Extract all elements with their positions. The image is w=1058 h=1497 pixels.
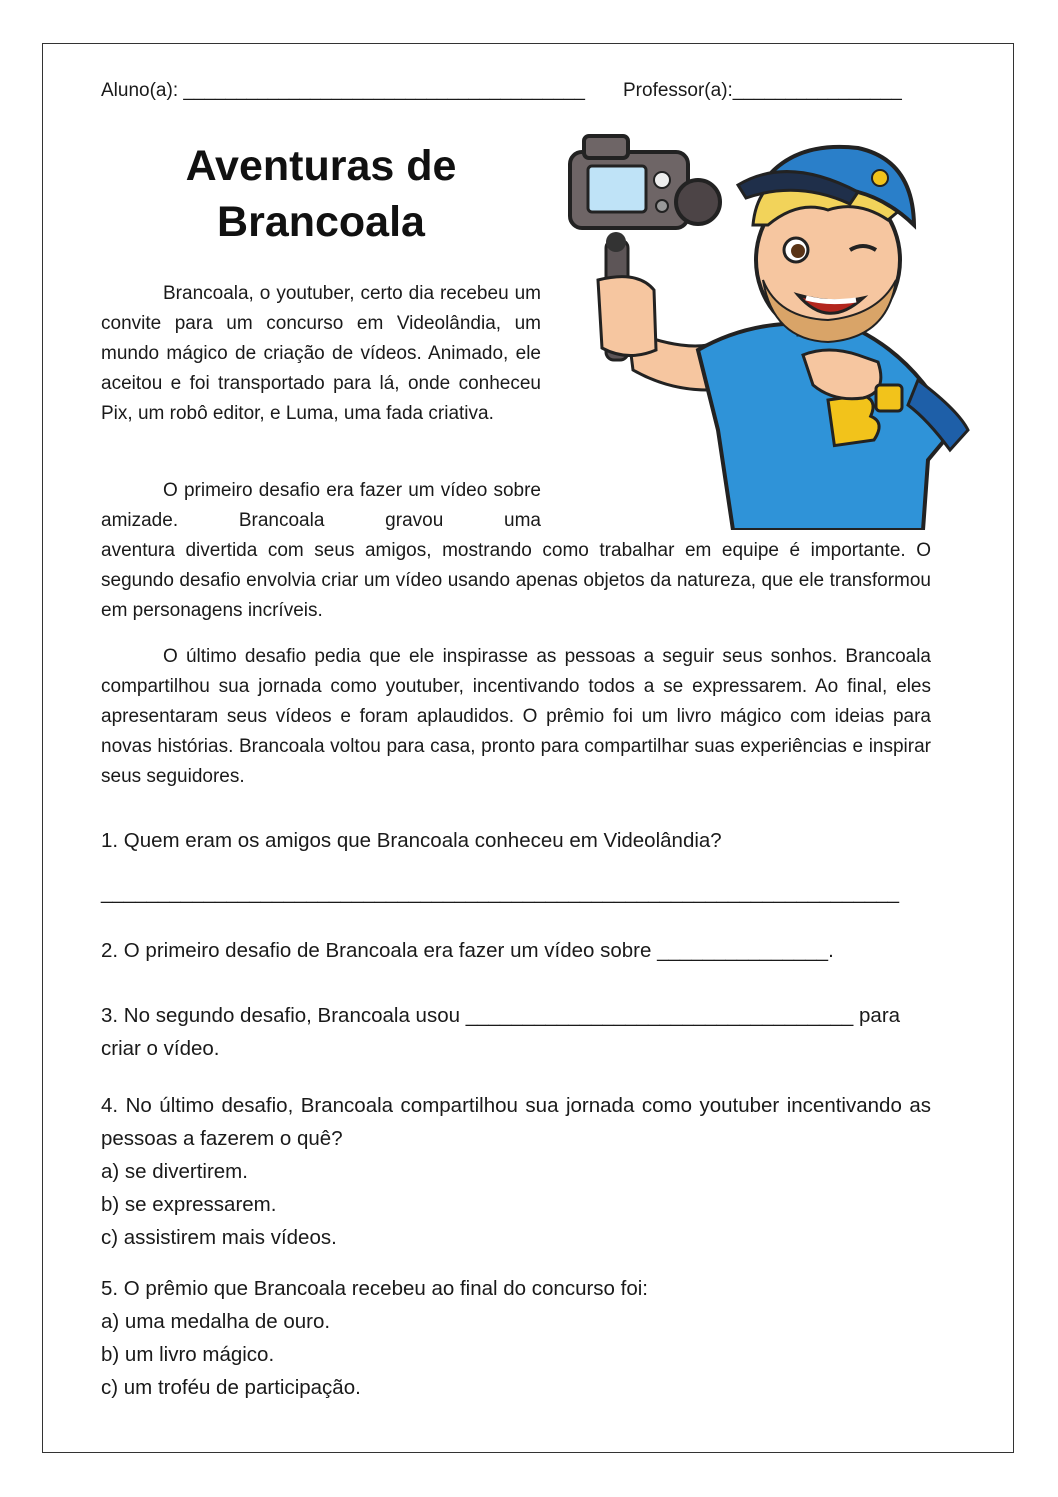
story-paragraph-2-rest (101, 536, 931, 626)
question-4-text: 4. No último desafio, Brancoala compartilhou sua jornada como youtuber incentivando as pessoas a fazerem o quê? (101, 1094, 931, 1150)
youtuber-illustration (558, 130, 976, 530)
question-1: 1. Quem eram os amigos que Brancoala conheceu em Videolândia? (101, 829, 722, 852)
question-5-option-b[interactable]: b) um livro mágico. (101, 1343, 275, 1366)
teacher-name-field[interactable]: Professor(a):________________ (623, 80, 902, 101)
question-5 (101, 1272, 931, 1404)
question-5-option-a[interactable]: a) uma medalha de ouro. (101, 1310, 331, 1333)
title-line-1: Aventuras de (185, 142, 457, 190)
story-paragraph-3-text: O último desafio pedia que ele inspirasse as pessoas a seguir seus sonhos. Brancoala compartilhou sua jornada como youtuber, incentivando todos a se expressarem. Ao final, eles apresentaram seus vídeos e foram aplaudidos. O prêmio foi um livro mágico com ideias para novas histórias. Brancoala voltou para casa, pronto para compartilhar suas experiências e inspirar seus seguidores. (101, 646, 931, 787)
question-5-option-c[interactable]: c) um troféu de participação. (101, 1376, 361, 1399)
question-3: 3. No segundo desafio, Brancoala usou __________________________________ para criar o vídeo. (101, 1004, 901, 1060)
question-2: 2. O primeiro desafio de Brancoala era fazer um vídeo sobre _______________. (101, 939, 834, 962)
question-4-option-c[interactable]: c) assistirem mais vídeos. (101, 1226, 337, 1249)
story-paragraph-1-text: Brancoala, o youtuber, certo dia recebeu um convite para um concurso em Videolândia, um mundo mágico de criação de vídeos. Animado, ele aceitou e foi transportado para lá, onde conheceu Pix, um robô editor, e Luma, uma fada criativa. (101, 283, 541, 424)
question-1-answer-line[interactable]: ______________________________________________________________________ (101, 881, 900, 904)
story-paragraph-3 (101, 642, 931, 792)
question-5-text: 5. O prêmio que Brancoala recebeu ao final do concurso foi: (101, 1277, 648, 1300)
student-name-field[interactable]: Aluno(a): ______________________________________ (101, 80, 585, 101)
question-4 (101, 1089, 931, 1254)
story-paragraph-2-start (101, 476, 541, 536)
story-paragraph-2-start-text: O primeiro desafio era fazer um vídeo sobre amizade. Brancoala gravou uma (101, 480, 541, 531)
story-paragraph-2-rest-text: aventura divertida com seus amigos, mostrando como trabalhar em equipe é importante. O segundo desafio envolvia criar um vídeo usando apenas objetos da natureza, que ele transformou em personagens incríveis. (101, 540, 931, 621)
title-line-2: Brancoala (217, 198, 425, 246)
question-4-option-b[interactable]: b) se expressarem. (101, 1193, 277, 1216)
question-4-option-a[interactable]: a) se divertirem. (101, 1160, 248, 1183)
story-paragraph-1 (101, 279, 541, 429)
page-title (101, 138, 541, 250)
